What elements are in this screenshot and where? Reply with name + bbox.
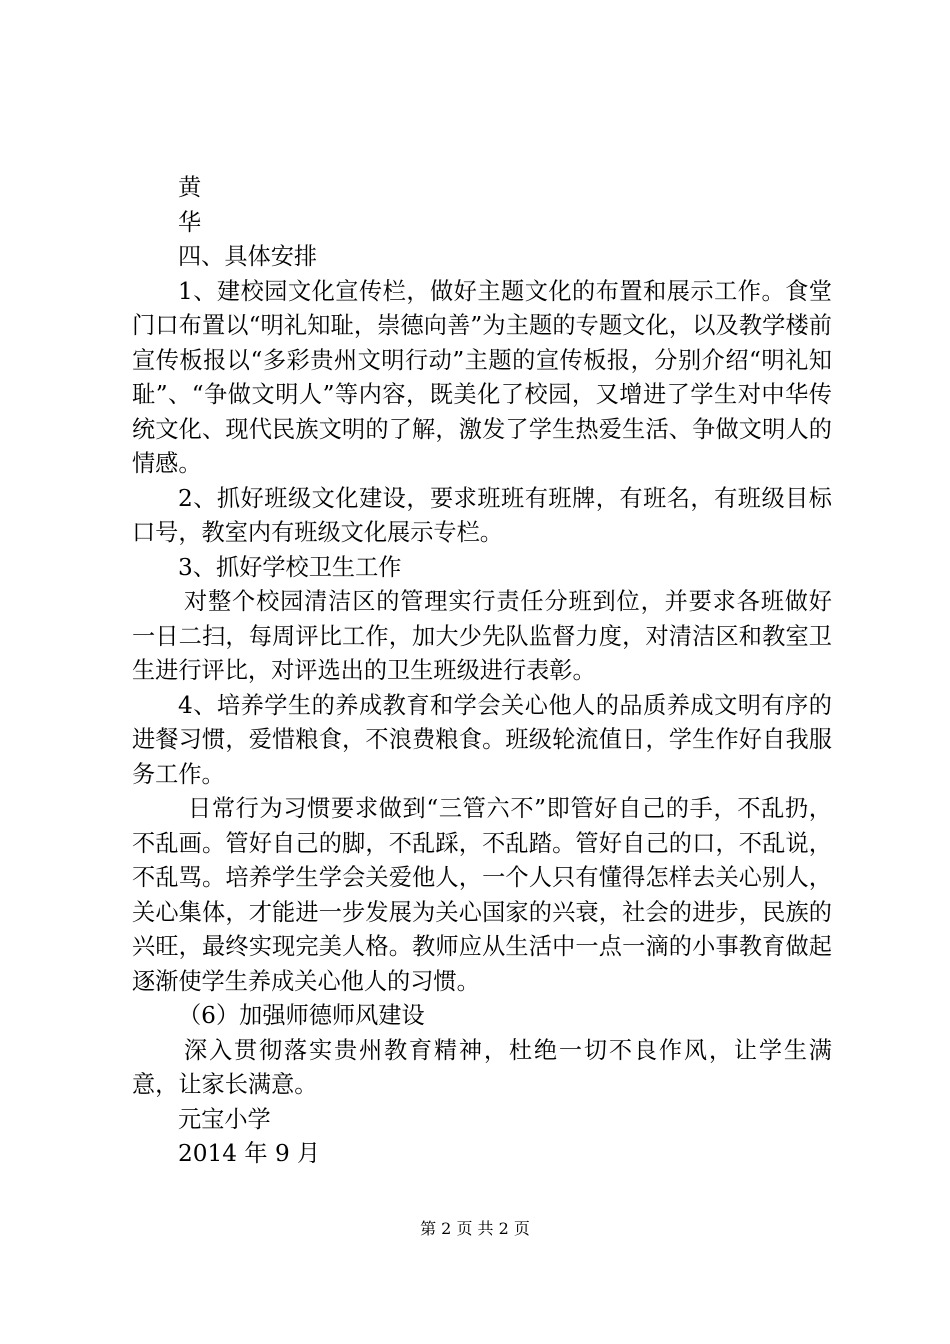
page-footer: 第 2 页 共 2 页 xyxy=(420,1219,530,1238)
paragraph-habits: 日常行为习惯要求做到“三管六不”即管好自己的手，不乱扔，不乱画。管好自己的脚，不乱踩，不乱踏。管好自己的口，不乱说，不乱骂。培养学生学会关爱他人，一个人只有懂得怎样去关心别人，关心集体，才能进一步发展为关心国家的兴衰，社会的进步，民族的兴旺，最终实现完美人格。教师应从生活中一点一滴的小事教育做起逐渐使学生养成关心他人的习惯。 xyxy=(132,795,832,995)
document-body xyxy=(132,171,832,1172)
paragraph-ethics: 深入贯彻落实贵州教育精神，杜绝一切不良作风，让学生满意，让家长满意。 xyxy=(132,1036,832,1098)
paragraph-item-3-heading: 3、抓好学校卫生工作 xyxy=(178,553,402,581)
signature-date: 2014 年 9 月 xyxy=(178,1140,321,1167)
paragraph-item-1: 1、建校园文化宣传栏，做好主题文化的布置和展示工作。食堂门口布置以“明礼知耻，崇德向善”为主题的专题文化，以及教学楼前宣传板报以“多彩贵州文明行动”主题的宣传板报，分别介绍“明礼知耻”、“争做文明人”等内容，既美化了校园，又增进了学生对中华传统文化、现代民族文明的了解，激发了学生热爱生活、争做文明人的情感。 xyxy=(132,277,832,477)
name-line-2: 华 xyxy=(178,208,202,236)
paragraph-item-4: 4、培养学生的养成教育和学会关心他人的品质养成文明有序的进餐习惯，爱惜粮食，不浪费粮食。班级轮流值日，学生作好自我服务工作。 xyxy=(132,691,832,788)
signature-school: 元宝小学 xyxy=(178,1105,271,1133)
paragraph-hygiene: 对整个校园清洁区的管理实行责任分班到位，并要求各班做好一日二扫，每周评比工作，加大少先队监督力度，对清洁区和教室卫生进行评比，对评选出的卫生班级进行表彰。 xyxy=(132,588,832,684)
name-line-1: 黄 xyxy=(178,174,202,201)
paragraph-item-2: 2、抓好班级文化建设，要求班班有班牌，有班名，有班级目标口号，教室内有班级文化展示专栏。 xyxy=(132,484,832,546)
paragraph-item-6-heading: （6）加强师德师风建设 xyxy=(178,1002,425,1029)
section-heading: 四、具体安排 xyxy=(178,243,318,270)
